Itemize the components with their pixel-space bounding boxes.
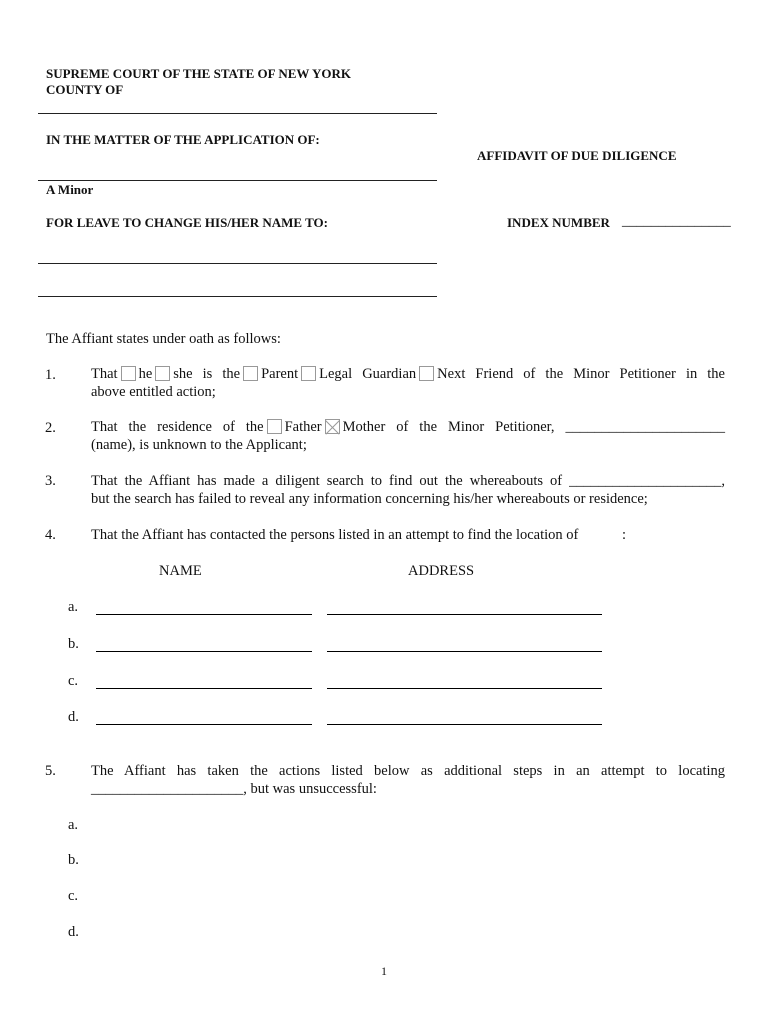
item-1-number: 1. <box>45 367 56 383</box>
item-3-line-1: That the Affiant has made a diligent search to find out the whereabouts of _____________________, <box>91 473 725 489</box>
applicant-name-line[interactable] <box>38 180 437 181</box>
new-name-line-2[interactable] <box>38 296 437 297</box>
leave-heading: FOR LEAVE TO CHANGE HIS/HER NAME TO: <box>46 215 328 230</box>
item-1-line-1 <box>91 366 725 383</box>
contact-c-address-line[interactable] <box>327 688 602 689</box>
mother-text: Mother of the Minor Petitioner, ______________________ <box>342 419 725 435</box>
she-checkbox[interactable] <box>155 366 170 381</box>
contact-a-name-line[interactable] <box>96 614 312 615</box>
father-label: Father <box>284 419 322 435</box>
item-2-line-2: (name), is unknown to the Applicant; <box>91 437 307 453</box>
action-a-letter: a. <box>68 817 79 833</box>
index-number-field[interactable]: _______________ <box>622 213 731 229</box>
next-friend-label: Next Friend of the Minor Petitioner in the <box>437 366 725 382</box>
county-label: COUNTY OF <box>46 82 124 97</box>
minor-label: A Minor <box>46 182 94 197</box>
contact-b-address-line[interactable] <box>327 651 602 652</box>
mother-checkbox[interactable] <box>325 419 340 434</box>
parent-checkbox[interactable] <box>243 366 258 381</box>
item-5-line-1: The Affiant has taken the actions listed below as additional steps in an attempt to locating <box>91 763 725 779</box>
contact-a-letter: a. <box>68 599 79 615</box>
he-checkbox[interactable] <box>121 366 136 381</box>
new-name-line-1[interactable] <box>38 263 437 264</box>
caption-rule <box>38 113 437 114</box>
item-4-text: That the Affiant has contacted the persons listed in an attempt to find the location of <box>91 527 579 543</box>
father-checkbox[interactable] <box>267 419 282 434</box>
next-friend-checkbox[interactable] <box>419 366 434 381</box>
item-3-line-2: but the search has failed to reveal any information concerning his/her whereabouts or residence; <box>91 491 648 507</box>
page-number: 1 <box>381 964 387 978</box>
item-3-number: 3. <box>45 473 56 489</box>
item-5-line-2: _____________________, but was unsuccessful: <box>91 781 377 797</box>
legal-guardian-label: Legal Guardian <box>319 366 417 382</box>
action-c-letter: c. <box>68 888 79 904</box>
contact-b-letter: b. <box>68 636 79 652</box>
item-2-number: 2. <box>45 420 56 436</box>
item-1-that: That <box>91 366 118 382</box>
contact-c-name-line[interactable] <box>96 688 312 689</box>
action-d-letter: d. <box>68 924 79 940</box>
intro-text: The Affiant states under oath as follows: <box>46 331 281 347</box>
item-2-line-1 <box>91 419 725 436</box>
legal-guardian-checkbox[interactable] <box>301 366 316 381</box>
item-4-colon: : <box>622 527 627 543</box>
item-5-number: 5. <box>45 763 56 779</box>
contact-d-letter: d. <box>68 709 79 725</box>
action-b-letter: b. <box>68 852 79 868</box>
contact-c-letter: c. <box>68 673 79 689</box>
item-1-line-2: above entitled action; <box>91 384 216 400</box>
contact-d-address-line[interactable] <box>327 724 602 725</box>
index-number-label: INDEX NUMBER <box>507 215 610 230</box>
name-column-header: NAME <box>159 563 202 579</box>
parent-label: Parent <box>261 366 299 382</box>
matter-heading: IN THE MATTER OF THE APPLICATION OF: <box>46 132 320 147</box>
he-label: he <box>138 366 153 382</box>
contact-b-name-line[interactable] <box>96 651 312 652</box>
item-4-number: 4. <box>45 527 56 543</box>
document-title: AFFIDAVIT OF DUE DILIGENCE <box>477 148 677 163</box>
she-is-the-label: she is the <box>173 366 241 382</box>
court-heading: SUPREME COURT OF THE STATE OF NEW YORK <box>46 66 351 81</box>
contact-d-name-line[interactable] <box>96 724 312 725</box>
item-2-lead: That the residence of the <box>91 419 264 435</box>
address-column-header: ADDRESS <box>408 563 475 579</box>
contact-a-address-line[interactable] <box>327 614 602 615</box>
